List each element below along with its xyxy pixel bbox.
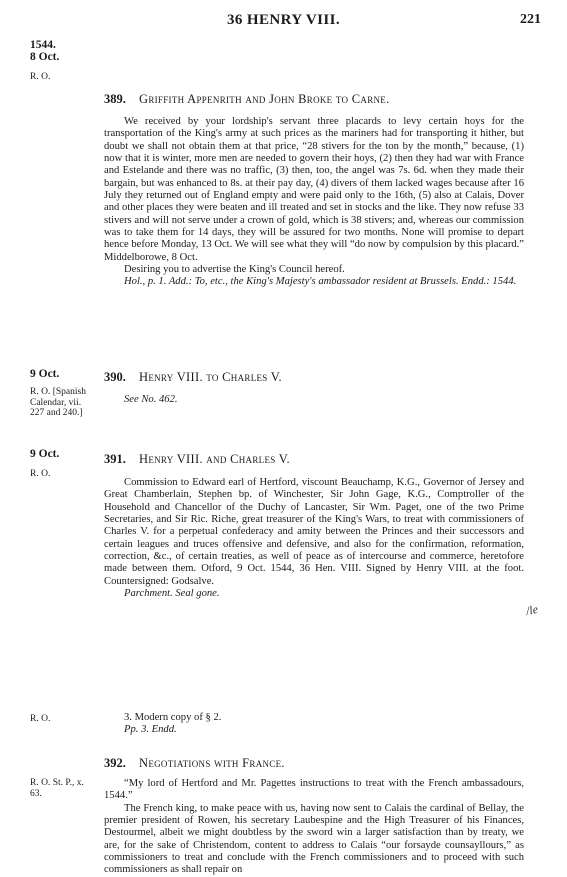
entry-paragraph: Commission to Edward earl of Hertford, viscount Beauchamp, K.G., Governor of Jersey and Great Chamberlain, Stephen bp. of Winchester, Sir John Gage, K.G., Comptroller of the Household and Chancellor of the Duchy of Lancaster, Sir Wm. Paget, one of the two Prime Secretaries, and Sir Ric. Riche, great treasurer of the King's Wars, to treat with commissioners of Charles V. for a perpetual confederacy and amity between the Princes and their successors and certain leagues and truces offensive and defensive, and also for the confirmation, reformation, correction, &c., of certain treaties, as well of peace as of intercourse and commerce, heretofore made between them. Otford, 9 Oct. 1544, 36 Hen. VIII. Signed by Henry VIII. at the foot. Countersigned: Godsalve.: [104, 477, 524, 587]
entry-body-390: [104, 394, 524, 406]
page-header: [0, 12, 567, 42]
handwritten-margin-mark: /le: [524, 601, 540, 619]
margin-source: R. O. [Spanish Calendar, vii. 227 and 240.]: [30, 387, 86, 418]
entry-title: Griffith Appenrith and John Broke to Carne.: [139, 92, 390, 106]
entry-title: Negotiations with France.: [139, 756, 285, 770]
entry-body-391-copy: [104, 712, 524, 737]
entry-number: 390.: [104, 370, 126, 384]
entry-paragraph: The French king, to make peace with us, having now sent to Calais the cardinal of Bellay, the premier president of Rowen, his secretary Laubespine and the High Treasurer of his Finances, Destourmel, albeit we might doubtless by the sword win a larger satisfaction than by treaty, we are, for the sake of Christendom, content to address to Calais “our forsayde counsayllours,” as commissioners to treat and conclude with the French commissioners and to proceed with such commissioners as shall repair on: [104, 802, 524, 876]
margin-source: R. O.: [30, 714, 51, 724]
entry-paragraph: 3. Modern copy of § 2.: [124, 712, 222, 723]
page-number: 221: [520, 12, 541, 27]
entry-heading-391: [104, 452, 524, 467]
entry-title: Henry VIII. to Charles V.: [139, 370, 282, 384]
margin-date: 8 Oct.: [30, 51, 60, 63]
entry-number: 389.: [104, 92, 126, 106]
margin-year: 1544.: [30, 39, 56, 51]
entry-note: Pp. 3. Endd.: [124, 724, 177, 736]
entry-title: Henry VIII. and Charles V.: [139, 452, 290, 466]
margin-notes-389: [30, 40, 88, 83]
entry-heading-390: [104, 370, 524, 385]
margin-notes-390: [30, 368, 88, 419]
margin-date: 9 Oct.: [30, 368, 60, 380]
entry-body-392: [104, 778, 524, 877]
entry-paragraph: We received by your lordship's servant three placards to levy certain hoys for the transportation of the King's army at such prices as the mariners had for transporting it hither, but doubt we shall not obtain them at that price, “28 stivers for the ton by the month,” because, (1) now that it is winter, more men are needed to govern their hoys, (2) then they had war with France and Estelande and there was no traffic, (3) then, too, the angel was 7s. 6d. when they made their bargain, but was enhanced to 8s. at their pay day, (4) divers of them lacked wages because after 16 July they returned out of England empty and were paid only to the 16th, (5) also at Calais, Dover and other places they were beaten and ill treated and set in stocks and the like. They now refuse 33 stivers and will not serve under a crown of gold, which is 38 stivers; and, whereas our commission was to take them for 14 days, they will be assured for two months. None will promise to depart hence before Monday, 13 Oct. We will see what they will “do now by compulsion by this placard.” Middelborowe, 8 Oct.: [104, 116, 524, 263]
margin-source: R. O.: [30, 72, 51, 82]
entry-body-389: [104, 116, 524, 289]
entry-note: Parchment. Seal gone.: [124, 588, 220, 600]
entry-paragraph: Desiring you to advertise the King's Council hereof.: [124, 264, 345, 276]
margin-notes-391: [30, 448, 88, 480]
entry-note: Hol., p. 1. Add.: To, etc., the King's Majesty's ambassador resident at Brussels. Endd.: 1544.: [124, 276, 517, 288]
running-title: 36 HENRY VIII.: [226, 12, 340, 28]
margin-date: 9 Oct.: [30, 448, 60, 460]
entry-number: 392.: [104, 756, 126, 770]
margin-source: R. O. St. P., x. 63.: [30, 778, 84, 799]
margin-notes-391-copy: [30, 714, 88, 725]
entry-heading-389: [104, 92, 524, 107]
entry-heading-392: [104, 756, 524, 771]
entry-body-391: [104, 477, 524, 600]
margin-notes-392: [30, 778, 88, 799]
entry-paragraph: “My lord of Hertford and Mr. Pagettes instructions to treat with the French ambassadours, 1544.”: [104, 778, 524, 802]
margin-source: R. O.: [30, 469, 51, 479]
entry-paragraph: See No. 462.: [124, 394, 178, 405]
entry-number: 391.: [104, 452, 126, 466]
